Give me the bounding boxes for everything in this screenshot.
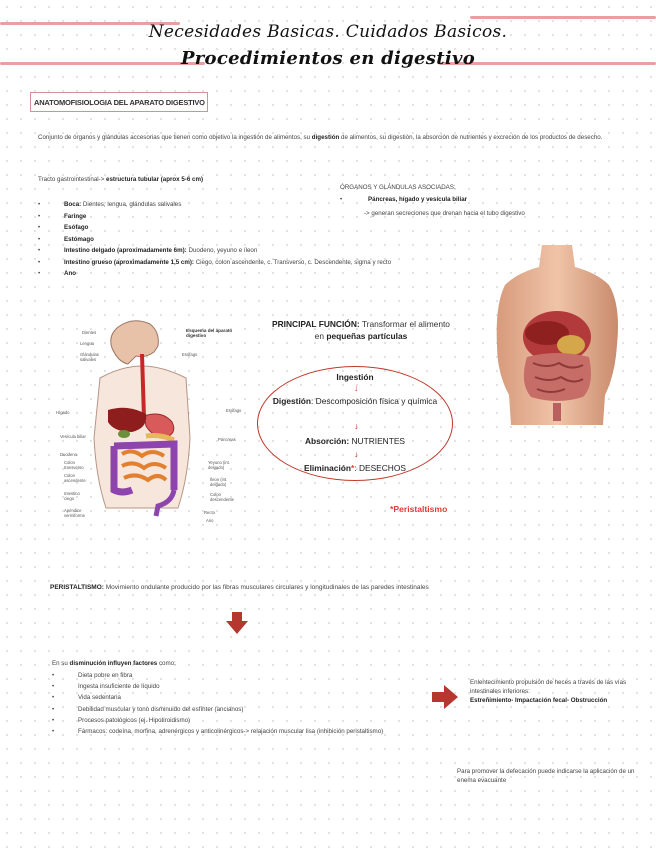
enema-note: Para promover la defecación puede indicarse la aplicación de un enema evacuante [457,768,635,784]
flow-step-3-text: NUTRIENTES [349,436,406,446]
intro-text-b: de alimentos, su digestión, la absorción de nutrientes y excreción de los productos de desecho. [339,134,603,141]
torso-anatomy-image [487,245,627,425]
tract-bold: estructura tubular (aprox 5-6 cm) [106,176,204,183]
flow-step-2-bold: Digestión [272,396,311,406]
diagram-title: Esquema del aparato digestivo [186,328,233,338]
label-colon-transverso: Colon transverso [64,460,84,470]
peristaltismo-note: *Peristaltismo [390,504,448,514]
label-ileon: Íleon (int. delgado) [210,477,228,487]
tract-item-bold: Estómago [64,235,94,243]
flow-step-4-star: * [351,463,355,473]
tract-heading [38,175,338,184]
arrow-down-icon: ↓ [354,449,359,459]
section-title: ANATOMOFISIOLOGIA DEL APARATO DIGESTIVO [30,92,208,112]
tract-pre: Tracto gastrointestinal-> [38,176,107,183]
intro-text-a: Conjunto de órganos y glándulas accesorias que tienen como objetivo la ingestión de alimentos, su [38,134,312,141]
tract-item-bold: Intestino grueso (aproximadamente 1,5 cm): [64,258,194,266]
label-pancreas: Páncreas [218,437,236,442]
factors-pre: En su [52,660,70,667]
tract-item-bold: Intestino delgado (aproximadamente 6m): [64,247,187,254]
right-note-text: Enlentecimiento propulsión de heces a través de las vías intestinales inferiores: [470,679,627,695]
label-colon-descendente: Colon descendente [210,492,234,502]
flow-step-ingestion [265,372,445,382]
arrow-right-icon [432,685,458,709]
arrow-down-icon: ↓ [354,421,359,431]
flow-step-digestion [265,396,445,406]
flow-step-3-bold: Absorción: [304,436,350,446]
factor-text: Ingesta insuficiente de líquido [78,683,160,691]
tract-item-bold: Boca: [64,201,82,208]
peristaltismo-definition [50,583,610,592]
intro-bold: digestión [311,134,340,141]
tract-item-bold: Esófago [64,224,89,231]
header-rule-top-right [470,16,656,19]
label-intestino-ciego: Intestino ciego [64,491,80,501]
peristaltismo-text: Movimiento ondulante producido por las fibras musculares circulares y longitudinales de las paredes intestinales [103,584,429,591]
factor-text: Debilidad muscular y tono disminuido del esfínter (ancianos) [78,705,244,713]
principal-text: Transformar el alimento en [314,319,450,341]
flow-step-4-text: : DESECHOS [354,463,406,473]
list-item [52,727,452,738]
flow-step-4-bold: Eliminación [304,463,352,473]
label-esofago-top: Esófago [182,352,198,357]
flow-step-eliminacion [265,463,445,473]
glands-sub: -> generan secreciones que drenan hacia el tubo digestivo [364,210,525,217]
label-apendice: Apéndice vermiforme [64,508,85,518]
tract-item-text: Dientes, lengua, glándulas salivales [81,201,182,208]
factor-text: Vida sedentaria [78,694,121,702]
tract-item-bold: Faringe [64,212,87,220]
label-ano: Ano [206,518,214,523]
factors-list [52,671,452,738]
flow-step-absorcion [265,436,445,446]
principal-bold: PRINCIPAL FUNCIÓN: [272,319,360,329]
page-title: Necesidades Basicas. Cuidados Basicos. [148,22,508,42]
list-item [52,693,452,704]
arrow-down-icon: ↓ [354,383,359,393]
right-note [470,678,650,705]
factor-text: Fármacos: codeína, morfina, adrenérgicos y anticolinérgicos-> relajación muscular lisa (inhibición peristaltismo) [78,727,384,735]
label-lengua: Lengua [80,341,94,346]
label-recto: Recto [204,510,215,515]
tract-item-text: Ciego, colon ascendente, c. Transverso, c. Descendente, sigma y recto [193,258,392,266]
list-item [38,235,488,247]
glands-title: ÓRGANOS Y GLÁNDULAS ASOCIADAS: [340,184,456,191]
glands-list [340,195,590,207]
glands-item: Páncreas, hígado y vesícula biliar [368,196,468,203]
intro-paragraph [38,133,628,142]
list-item [52,705,452,716]
label-higado: Hígado [56,410,70,415]
arrow-down-icon [226,612,248,634]
flow-step-2-text: : Descomposición física y química [311,396,438,406]
tract-item-bold: Ano [64,270,77,277]
principal-function [270,318,452,342]
label-yeyuno: Yeyuno (int. delgado) [208,460,230,470]
list-item [52,671,452,682]
flow-step-1: Ingestión [336,372,374,382]
page-subtitle: Procedimientos en digestivo [180,48,476,69]
principal-bold-2: pequeñas partículas [326,331,408,341]
factors-bold: disminución influyen factores [69,660,158,667]
list-item [340,195,590,207]
right-note-bold: Estreñimiento- Impactación fecal- Obstrucción [470,697,608,704]
list-item [38,258,488,270]
list-item [38,246,488,258]
list-item [52,716,452,727]
list-item [38,269,488,281]
label-dientes: Dientes [82,330,97,335]
list-item [52,682,452,693]
tract-item-text: Duodeno, yeyuno e íleon [186,247,258,254]
factor-text: Procesos patológicos (ej. Hipotiroidismo) [78,716,191,724]
factors-post: como: [157,660,176,667]
label-duodeno: Duodeno [60,452,77,457]
factors-heading [52,659,352,668]
label-glandulas: Glándulas salivales [80,352,99,362]
label-colon-ascendente: Colon ascendente [64,473,86,483]
list-item [38,223,488,235]
peristaltismo-bold: PERISTALTISMO: [50,584,104,591]
factor-text: Dieta pobre en fibra [78,672,133,679]
label-esofago-right: Esófago [226,408,242,413]
label-vesicula: Vesícula biliar [60,434,86,439]
